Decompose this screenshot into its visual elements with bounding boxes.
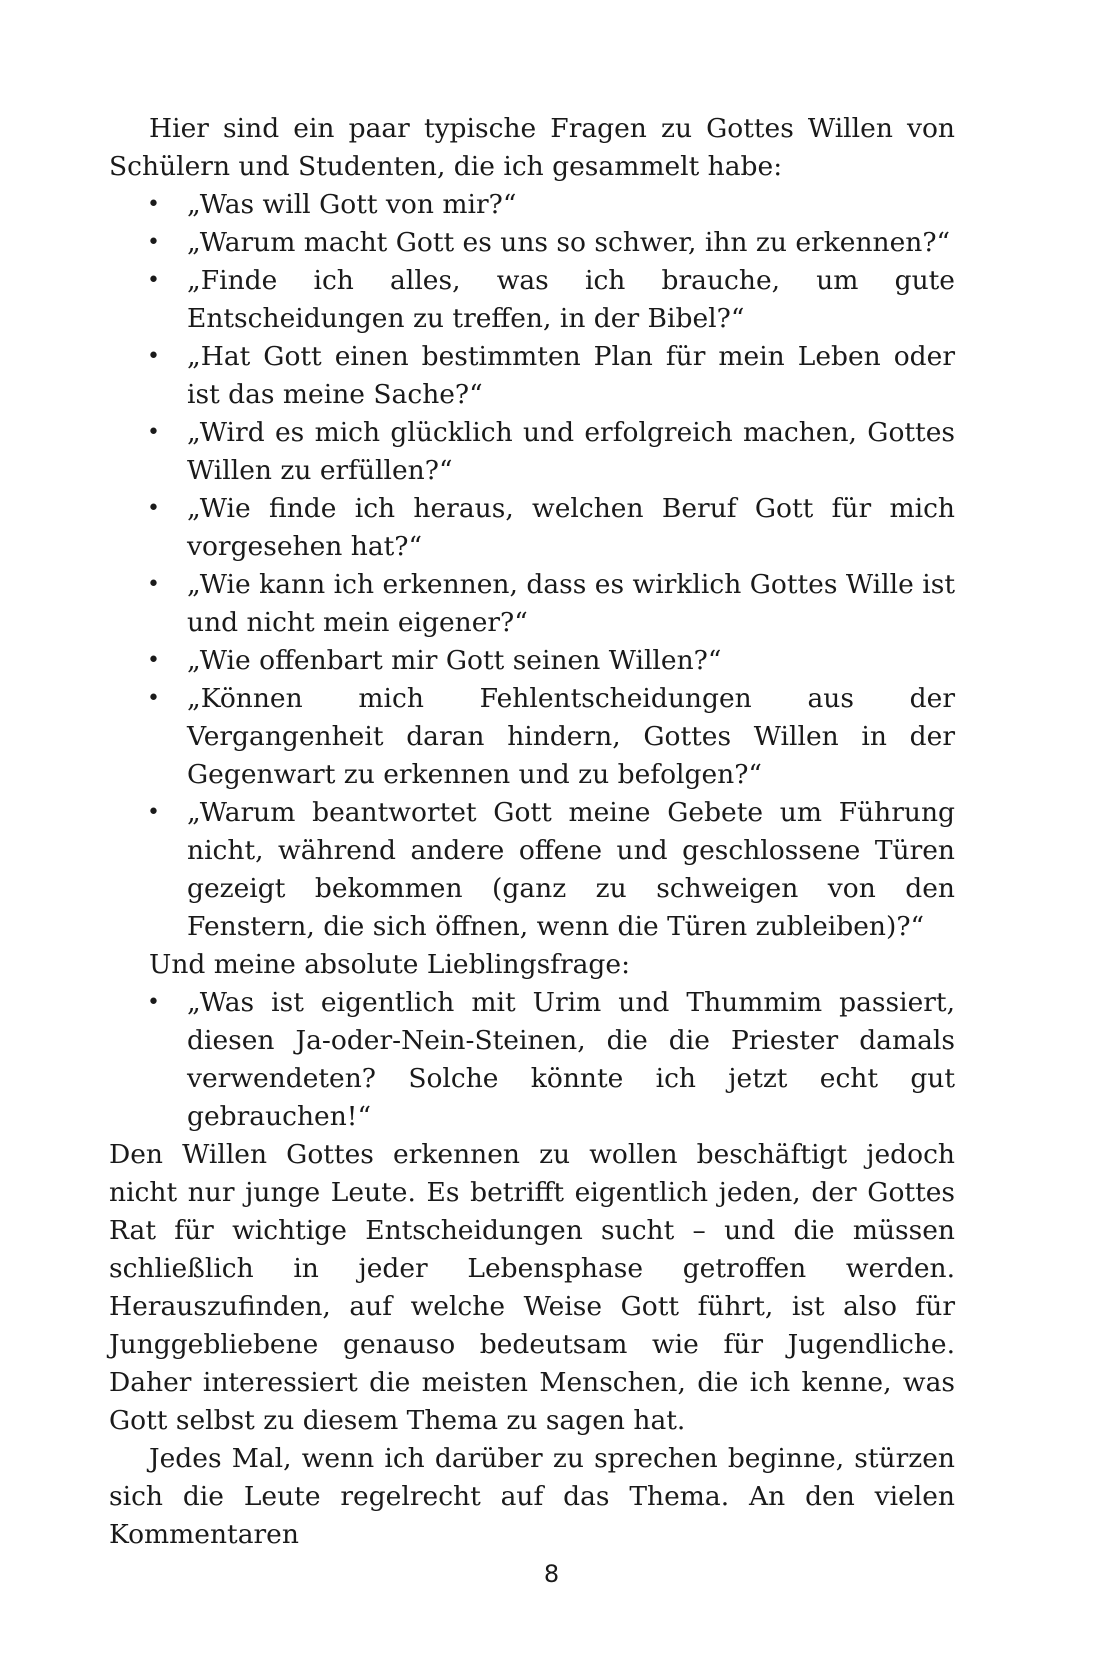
list-item (109, 186, 955, 224)
bullet-icon: • (147, 230, 160, 255)
list-item (109, 338, 955, 414)
list-item (109, 224, 955, 262)
list-item (109, 680, 955, 794)
bullet-icon: • (147, 800, 160, 825)
bullet-icon: • (147, 496, 160, 521)
favorite-question-text: „Was ist eigentlich mit Urim und Thummim passiert, diesen Ja-oder-Nein-Steinen, die die Priester damals verwendeten? Solche könnte ich jetzt echt gut gebrauchen!“ (187, 987, 955, 1132)
question-text: „Wird es mich glücklich und erfolgreich machen, Gottes Willen zu erfüllen?“ (187, 417, 955, 486)
list-item (109, 490, 955, 566)
favorite-question-intro: Und meine absolute Lieblingsfrage: (149, 949, 631, 980)
question-text: „Was will Gott von mir?“ (187, 189, 517, 220)
bullet-icon: • (147, 268, 160, 293)
page-number: 8 (543, 1560, 560, 1588)
body-paragraph-2: Jedes Mal, wenn ich darüber zu sprechen beginne, stürzen sich die Leute regelrecht auf das Thema. An den vielen Kommentaren (109, 1443, 955, 1550)
list-item (109, 984, 955, 1136)
bullet-icon: • (147, 990, 160, 1015)
list-item (109, 414, 955, 490)
bullet-icon: • (147, 192, 160, 217)
bullet-icon: • (147, 648, 160, 673)
question-text: „Können mich Fehlentscheidungen aus der Vergangenheit daran hindern, Gottes Willen in der Gegenwart zu erkennen und zu befolgen?“ (187, 683, 955, 790)
question-text: „Warum macht Gott es uns so schwer, ihn zu erkennen?“ (187, 227, 951, 258)
bullet-icon: • (147, 420, 160, 445)
bullet-icon: • (147, 344, 160, 369)
bullet-icon: • (147, 686, 160, 711)
question-text: „Hat Gott einen bestimmten Plan für mein Leben oder ist das meine Sache?“ (187, 341, 955, 410)
question-text: „Wie kann ich erkennen, dass es wirklich Gottes Wille ist und nicht mein eigener?“ (187, 569, 955, 638)
list-item (109, 642, 955, 680)
body-paragraph-1: Den Willen Gottes erkennen zu wollen beschäftigt jedoch nicht nur junge Leute. Es betrifft eigentlich jeden, der Gottes Rat für wichtige Entscheidungen sucht – und die müssen schließlich in jeder Lebensphase getroffen werden. Herauszufinden, auf welche Weise Gott führt, ist also für Junggebliebene genauso bedeutsam wie für Jugendliche. Daher interessiert die meisten Menschen, die ich kenne, was Gott selbst zu diesem Thema zu sagen hat. (109, 1139, 955, 1436)
question-text: „Warum beantwortet Gott meine Gebete um Führung nicht, während andere offene und geschlossene Türen gezeigt bekommen (ganz zu schweigen von den Fenstern, die sich öffnen, wenn die Türen zubleiben)?“ (187, 797, 955, 942)
question-text: „Finde ich alles, was ich brauche, um gute Entscheidungen zu treffen, in der Bibel?“ (187, 265, 955, 334)
page-content (109, 110, 955, 1554)
bullet-icon: • (147, 572, 160, 597)
intro-paragraph: Hier sind ein paar typische Fragen zu Gottes Willen von Schülern und Studenten, die ich gesammelt habe: (109, 113, 955, 182)
question-list (109, 186, 955, 946)
favorite-question-list (109, 984, 955, 1136)
list-item (109, 566, 955, 642)
list-item (109, 262, 955, 338)
question-text: „Wie offenbart mir Gott seinen Willen?“ (187, 645, 722, 676)
question-text: „Wie finde ich heraus, welchen Beruf Gott für mich vorgesehen hat?“ (187, 493, 955, 562)
list-item (109, 794, 955, 946)
